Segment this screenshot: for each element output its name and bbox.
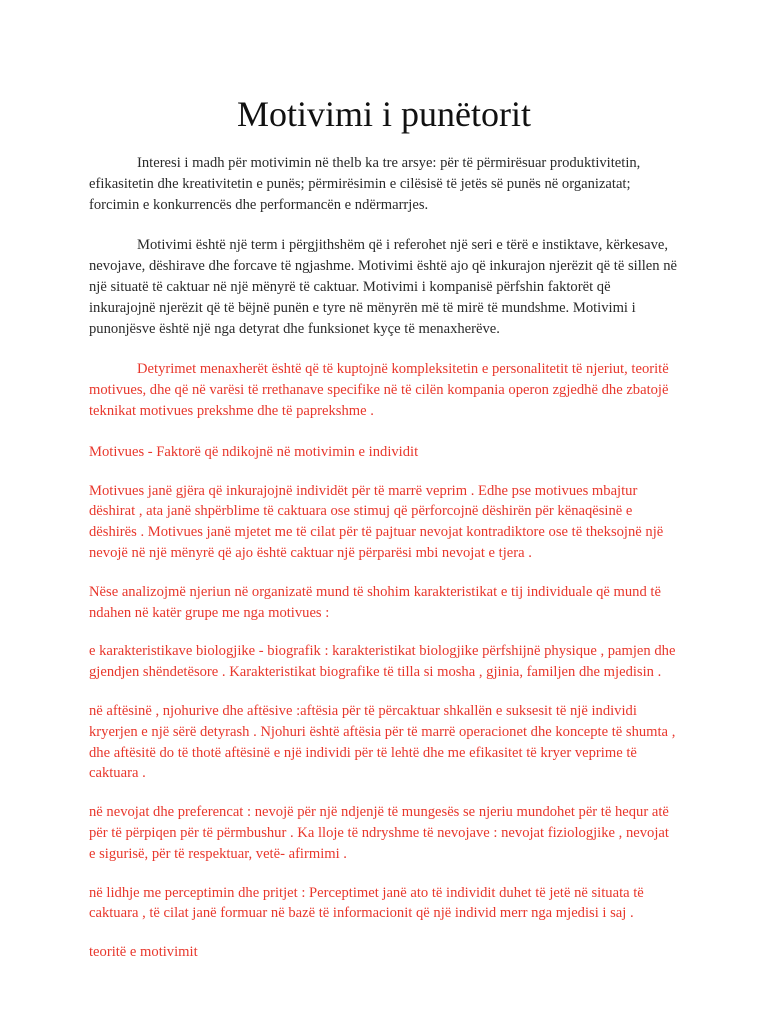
section-heading-theories: teoritë e motivimit	[89, 944, 198, 961]
paragraph-needs: në nevojat dhe preferencat : nevojë për një ndjenjë të mungesës se njeriu mundohet për të hequr atë për të përpiqen për të përmbushur . Ka lloje të ndryshme të nevojave : nevojat fiziologjike , nevojat e sigurisë, për të respektuar, vetë- afirmimi .	[89, 804, 669, 862]
paragraph-manager-duties: Detyrimet menaxherët është që të kuptojnë kompleksitetin e personalitetit të njeriut, teoritë motivues, dhe që në varësi të rrethanave specifike në të cilën kompania operon zgjedhë dhe zbatojë teknikat motivues prekshme dhe të paprekshme .	[89, 361, 669, 419]
paragraph-abilities: në aftësinë , njohurive dhe aftësive :aftësia për të përcaktuar shkallën e suksesit të një individi kryerjen e një sërë detyrash . Njohuri është aftësia për të marrë operacionet dhe koncepte të shumta , dhe aftësitë do të thotë aftësinë e një individi për të lehtë dhe me efikasitet të kryer veprime të caktuara .	[89, 702, 676, 782]
paragraph-analysis: Nëse analizojmë njeriun në organizatë mund të shohim karakteristikat e tij individuale që mund të ndahen në katër grupe me nga motivues :	[89, 583, 661, 621]
paragraph-definition: Motivimi është një term i përgjithshëm që i referohet një seri e tërë e instiktave, kërkesave, nevojave, dëshirave dhe forcave të ngjashme. Motivimi është ajo që inkurajon njerëzit që të sillen në një situatë të caktuar në një mënyrë të caktuar. Motivimi i kompanisë përfshin faktorët që inkurajojnë njerëzit që të bëjnë punën e tyre në mënyrën më të mirë të mundshme. Motivimi i punonjësve është një nga detyrat dhe funksionet kyçe të menaxherëve.	[89, 237, 678, 337]
page-title: Motivimi i punëtorit	[237, 94, 531, 134]
section-heading-motivators: Motivues - Faktorë që ndikojnë në motivimin e individit	[89, 443, 419, 460]
paragraph-perception: në lidhje me perceptimin dhe pritjet : Perceptimet janë ato të individit duhet të jetë në situata të caktuara , të cilat janë formuar në bazë të informacionit që një individ merr nga mjedisi i saj .	[89, 884, 644, 922]
paragraph-intro: Interesi i madh për motivimin në thelb ka tre arsye: për të përmirësuar produktivitetin, efikasitetin dhe kreativitetin e punës; përmirësimin e cilësisë të jetës së punës në organizatat; forcimin e konkurrencës dhe performancën e ndërmarrjes.	[89, 155, 641, 213]
paragraph-biological: e karakteristikave biologjike - biografik : karakteristikat biologjike përfshijnë physique , pamjen dhe gjendjen shëndetësore . Karakteristikat biografike të tilla si mosha , gjinia, familjen dhe mjedisin .	[89, 643, 676, 681]
paragraph-motivators: Motivues janë gjëra që inkurajojnë individët për të marrë veprim . Edhe pse motivues mbajtur dëshirat , ata janë shpërblime të caktuara ose stimuj që përforcojnë dëshirën për kënaqësinë e dëshirës . Motivues janë mjetet me të cilat për të pajtuar nevojat kontradiktore ose të theksojnë një nevojë në një mënyrë që ajo është caktuar një përparësi mbi nevojat e tjera .	[89, 482, 664, 561]
